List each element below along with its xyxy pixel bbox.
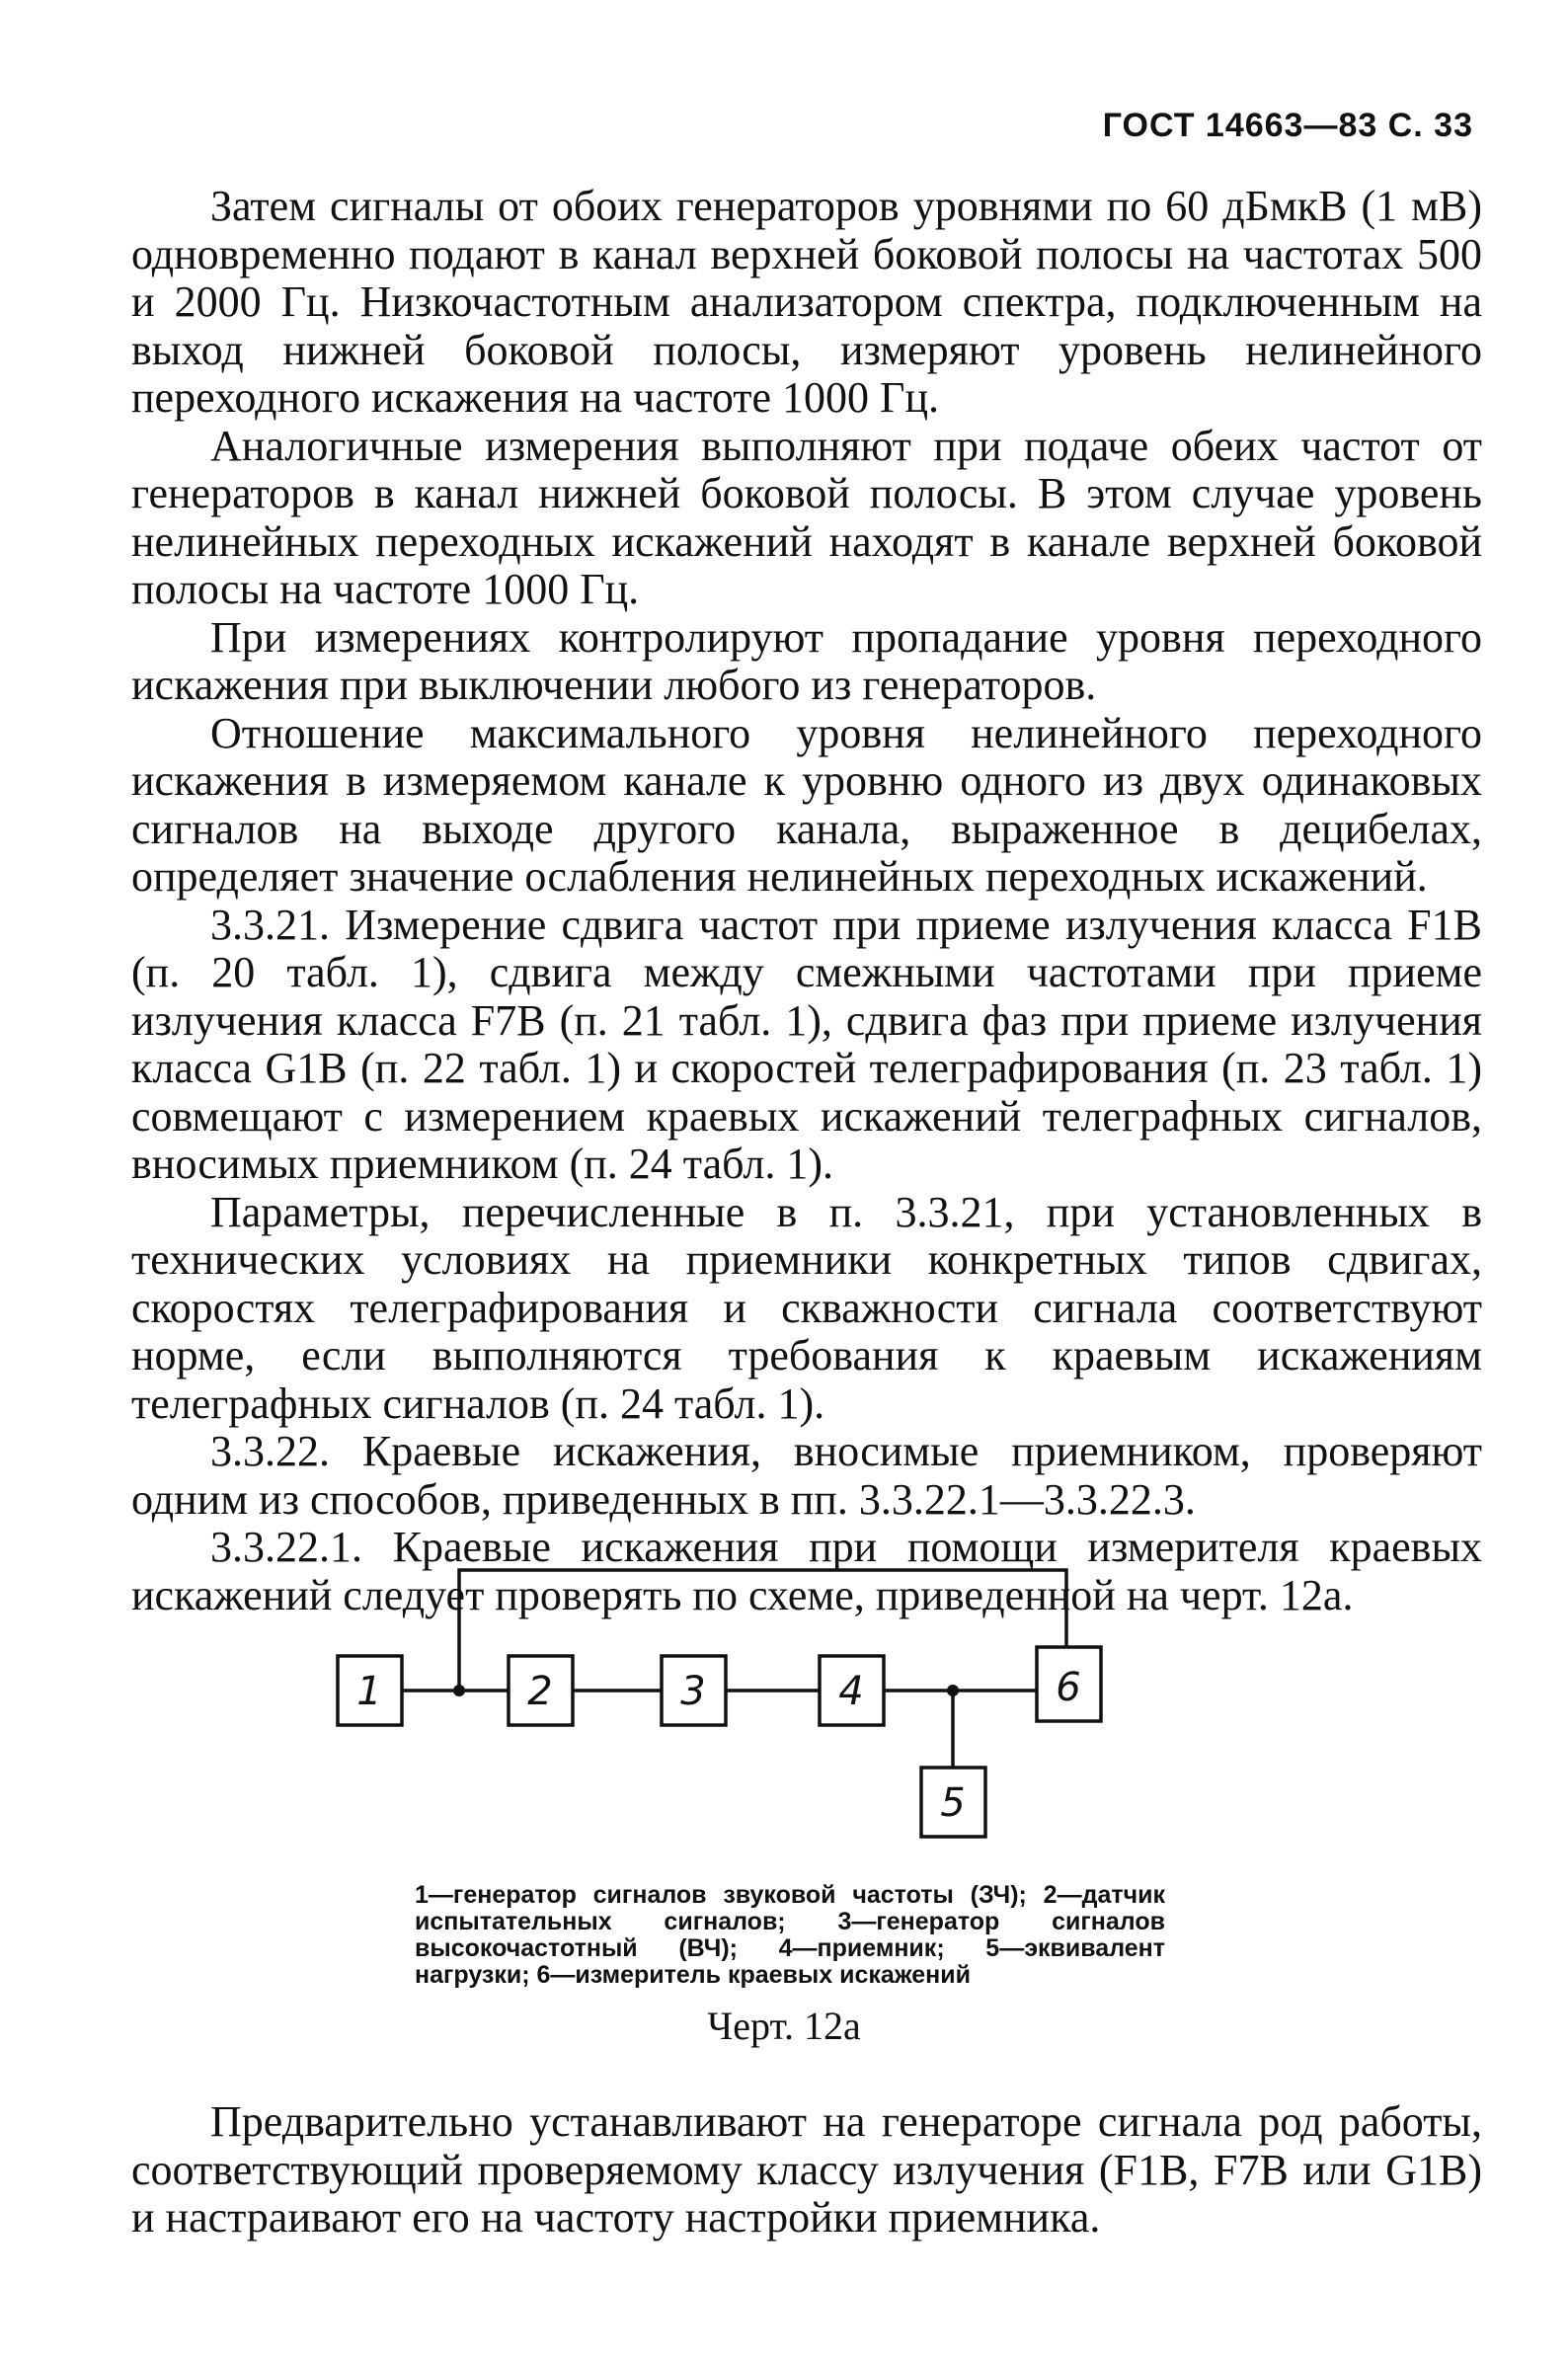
junction-node [947, 1685, 959, 1696]
figure-legend: 1—генератор сигналов звуковой частоты (ЗЧ); 2—датчик испытательных сигналов; 3—генератор сигналов высокочастотный (ВЧ); 4—приемник; 5—эквивалент нагрузки; 6—измеритель краевых искажений [415, 1881, 1165, 1989]
paragraph: Предварительно устанавливают на генераторе сигнала род работы, соответствующий проверяемому классу излучения (F1B, F7B или G1B) и настраивают его на частоту настройки приемника. [131, 2097, 1482, 2242]
paragraph: Отношение максимального уровня нелинейного переходного искажения в измеряемом канале к уровню одного из двух одинаковых сигналов на выходе другого канала, выраженное в децибелах, определяет значение ослабления нелинейных переходных искажений. [131, 708, 1482, 901]
page-header: ГОСТ 14663—83 С. 33 [1102, 107, 1473, 144]
block-1-label: 1 [356, 1669, 382, 1714]
paragraph: Аналогичные измерения выполняют при подаче обеих частот от генераторов в канал нижней боковой полосы. В этом случае уровень нелинейных переходных искажений находят в канале верхней боковой полосы на частоте 1000 Гц. [131, 421, 1482, 613]
block-6-label: 6 [1056, 1665, 1081, 1710]
paragraph: 3.3.22.1. Краевые искажения при помощи измерителя краевых искажений следует проверять по схеме, приведенной на черт. 12а. [131, 1523, 1482, 1619]
figure-caption: Черт. 12а [707, 2004, 861, 2048]
block-4-label: 4 [838, 1669, 864, 1714]
junction-node [453, 1685, 465, 1696]
paragraph: 3.3.22. Краевые искажения, вносимые приемником, проверяют одним из способов, приведенных в пп. 3.3.22.1—3.3.22.3. [131, 1427, 1482, 1524]
block-5-label: 5 [940, 1780, 966, 1826]
paragraph: Затем сигналы от обоих генераторов уровнями по 60 дБмкВ (1 мВ) одновременно подают в канал верхней боковой полосы на частотах 500 и 2000 Гц. Низкочастотным анализатором спектра, подключенным на выход нижней боковой полосы, измеряют уровень нелинейного переходного искажения на частоте 1000 Гц. [131, 182, 1482, 422]
block-2-label: 2 [527, 1669, 553, 1714]
block-3-label: 3 [680, 1669, 706, 1714]
paragraph: Параметры, перечисленные в п. 3.3.21, при установленных в технических условиях на приемники конкретных типов сдвигах, скоростях телеграфирования и скважности сигнала соответствуют норме, если выполняются требования к краевым искажениям телеграфных сигналов (п. 24 табл. 1). [131, 1187, 1482, 1428]
body-text [131, 183, 1482, 1619]
paragraph: 3.3.21. Измерение сдвига частот при приеме излучения класса F1B (п. 20 табл. 1), сдвига между смежными частотами при приеме излучения класса F7B (п. 21 табл. 1), сдвига фаз при приеме излучения класса G1B (п. 22 табл. 1) и скоростей телеграфирования (п. 23 табл. 1) совмещают с измерением краевых искажений телеграфных сигналов, вносимых приемником (п. 24 табл. 1). [131, 900, 1482, 1188]
paragraph: При измерениях контролируют пропадание уровня переходного искажения при выключении любого из генераторов. [131, 612, 1482, 709]
final-text [131, 2098, 1482, 2243]
block-diagram [326, 1565, 1116, 1851]
